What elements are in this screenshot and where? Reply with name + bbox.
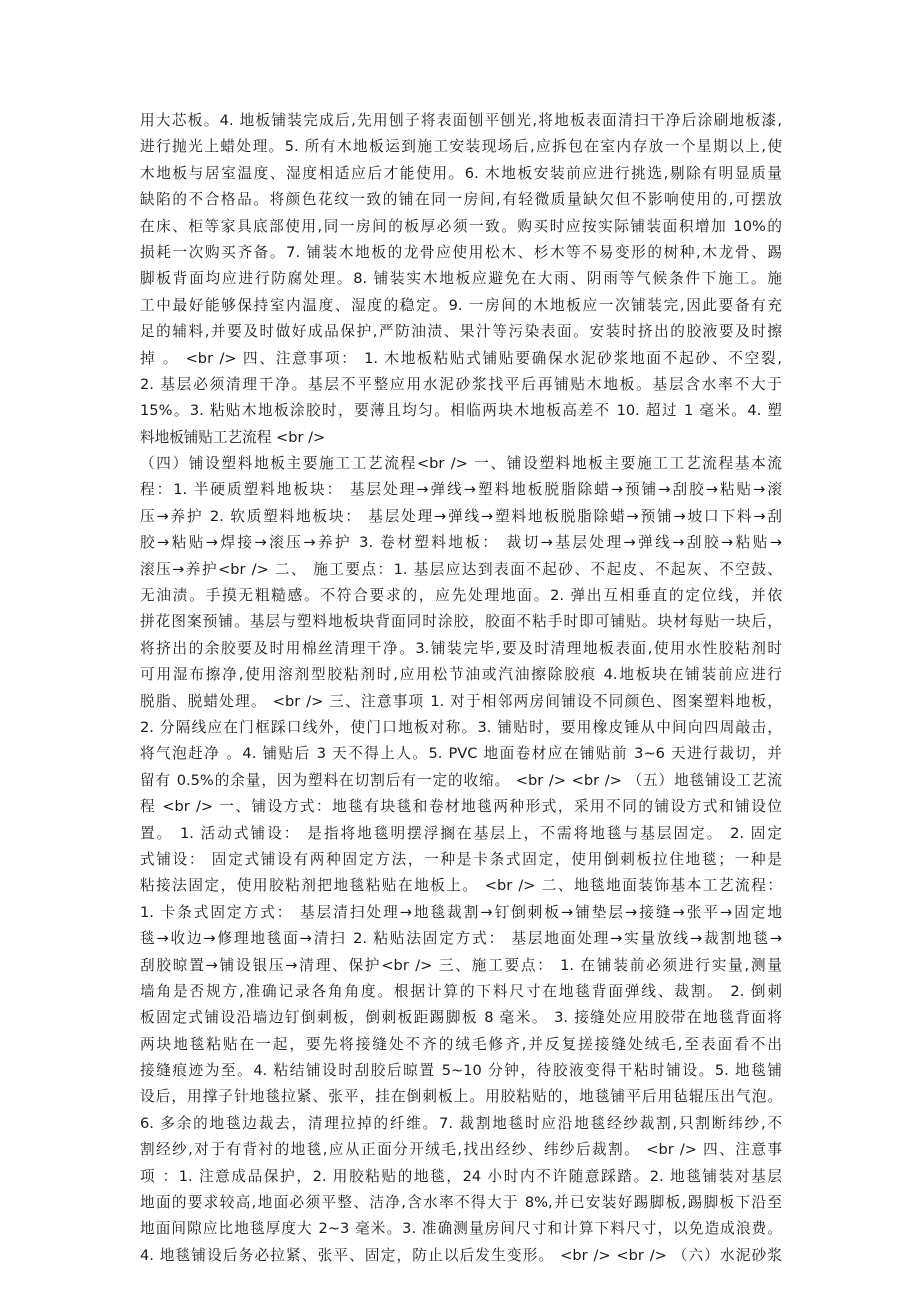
text-line: 置。 1. 活动式铺设： 是指将地毯明摆浮搁在基层上，不需将地毯与基层固定。 2. 固定 (140, 824, 782, 842)
text-line: 两块地毯粘贴在一起，要先将接缝处不齐的绒毛修齐,并反复搓接缝处绒毛,至表面看不出 (140, 1035, 782, 1053)
text-line: 进行抛光上蜡处理。5. 所有木地板运到施工安装现场后,应拆包在室内存放一个星期以上,使 (140, 138, 782, 156)
text-line: 4. 地毯铺设后务必拉紧、张平、固定，防止以后发生变形。 <br /> <br /> （六）水泥砂浆 (140, 1246, 782, 1264)
text-line: 木地板与居室温度、湿度相适应后才能使用。6. 木地板安装前应进行挑选,剔除有明显质量 (140, 164, 782, 182)
text-line: 缺陷的不合格品。将颜色花纹一致的铺在同一房间,有轻微质量缺欠但不影响使用的,可摆放 (140, 191, 782, 209)
text-line: 地面的要求较高,地面必须平整、洁净,含水率不得大于 8%,并已安装好踢脚板,踢脚板下沿至 (140, 1194, 782, 1212)
text-line: 压→养护 2. 软质塑料地板块： 基层处理→弹线→塑料地板脱脂除蜡→预铺→坡口下料→刮 (140, 507, 782, 525)
text-line: 料地板铺贴工艺流程 <br /> (140, 428, 326, 446)
text-line: 地面间隙应比地毯厚度大 2~3 毫米。3. 准确测量房间尺寸和计算下料尺寸，以免造成浪费。 (140, 1220, 782, 1238)
text-line: 6. 多余的地毯边裁去，清理拉掉的纤维。7. 裁割地毯时应沿地毯经纱裁割,只割断纬纱,不 (140, 1114, 782, 1132)
text-line: 设后，用撑子针地毯拉紧、张平，挂在倒刺板上。用胶粘贴的，地毯铺平后用毡辊压出气泡。 (140, 1088, 782, 1106)
text-line: 胶→粘贴→焊接→滚压→养护 3. 卷材塑料地板： 裁切→基层处理→弹线→刮胶→粘贴→ (140, 534, 782, 552)
text-line: 2. 基层必须清理干净。基层不平整应用水泥砂浆找平后再铺贴木地板。基层含水率不大于 (140, 375, 782, 393)
text-line: 接缝痕迹为至。4. 粘结铺设时刮胶后晾置 5~10 分钟，待胶液变得干粘时铺设。5. 地毯铺 (140, 1062, 782, 1080)
text-line: 足的辅料,并要及时做好成品保护,严防油渍、果汁等污染表面。安装时挤出的胶液要及时擦 (140, 323, 782, 341)
text-line: 将挤出的余胶要及时用棉丝清理干净。3.铺装完毕,要及时清理地板表面,使用水性胶粘剂时 (140, 639, 782, 657)
text-line: 1. 卡条式固定方式： 基层清扫处理→地毯裁割→钉倒刺板→铺垫层→接缝→张平→固定地 (140, 903, 782, 921)
document-body (140, 108, 782, 1269)
text-line: 用大芯板。4. 地板铺装完成后,先用刨子将表面刨平刨光,将地板表面清扫干净后涂刷地板漆, (140, 112, 782, 129)
text-line: 留有 0.5%的余量，因为塑料在切割后有一定的收缩。 <br /> <br /> （五）地毯铺设工艺流 (140, 771, 782, 789)
text-line: 滚压→养护<br /> 二、 施工要点：1. 基层应达到表面不起砂、不起皮、不起灰、不空鼓、 (140, 560, 782, 578)
text-line: 墙角是否规方,准确记录各角角度。根据计算的下料尺寸在地毯背面弹线、裁割。 2. 倒刺 (140, 982, 782, 1000)
text-line: 在床、柜等家具底部使用,同一房间的板厚必须一致。购买时应按实际铺装面积增加 10%的 (140, 217, 782, 235)
text-line: 粘接法固定，使用胶粘剂把地毯粘贴在地板上。 <br /> 二、地毯地面装饰基本工艺流程： (140, 877, 782, 895)
text-line: 板固定式铺设沿墙边钉倒刺板，倒刺板距踢脚板 8 毫米。 3. 接缝处应用胶带在地毯背面将 (140, 1009, 782, 1027)
text-line: 割经纱,对于有背衬的地毯,应从正面分开绒毛,找出经纱、纬纱后裁割。 <br /> 四、注意事 (140, 1141, 782, 1159)
text-line: 拼花图案预铺。基层与塑料地板块背面同时涂胶，胶面不粘手时即可铺贴。块材每贴一块后， (140, 613, 782, 631)
text-line: 程：1. 半硬质塑料地板块： 基层处理→弹线→塑料地板脱脂除蜡→预铺→刮胶→粘贴→滚 (140, 481, 782, 499)
text-line: 掉 。 <br /> 四、注意事项： 1. 木地板粘贴式铺贴要确保水泥砂浆地面不起砂、不空裂, (140, 349, 782, 367)
text-line: 可用湿布擦净,使用溶剂型胶粘剂时,应用松节油或汽油擦除胶痕 4.地板块在铺装前应进行 (140, 666, 782, 684)
text-line: 脱脂、脱蜡处理。 <br /> 三、注意事项 1. 对于相邻两房间铺设不同颜色、图案塑料地板， (140, 692, 782, 710)
text-line: 程 <br /> 一、铺设方式：地毯有块毯和卷材地毯两种形式，采用不同的铺设方式和铺设位 (140, 798, 782, 816)
text-line: 2. 分隔线应在门框踩口线外，使门口地板对称。3. 铺贴时，要用橡皮锤从中间向四周敲击， (140, 718, 782, 736)
text-line: 工中最好能够保持室内温度、湿度的稳定。9. 一房间的木地板应一次铺装完,因此要备有充 (140, 296, 782, 314)
text-line: 无油渍。手摸无粗糙感。不符合要求的，应先处理地面。2. 弹出互相垂直的定位线，并依 (140, 587, 782, 605)
text-line: 将气泡赶净 。4. 铺贴后 3 天不得上人。5. PVC 地面卷材应在铺贴前 3~6 天进行裁切，并 (140, 745, 782, 763)
text-line: 损耗一次购买齐备。7. 铺装木地板的龙骨应使用松木、杉木等不易变形的树种,木龙骨、踢 (140, 243, 782, 261)
text-line: （四）铺设塑料地板主要施工工艺流程<br /> 一、铺设塑料地板主要施工工艺流程基本流 (140, 455, 782, 473)
text-line: 毯→收边→修理地毯面→清扫 2. 粘贴法固定方式： 基层地面处理→实量放线→裁割地毯→ (140, 930, 782, 948)
text-line: 项 ：1. 注意成品保护，2. 用胶粘贴的地毯，24 小时内不许随意踩踏。2. 地毯铺装对基层 (140, 1167, 782, 1185)
text-line: 15%。3. 粘贴木地板涂胶时，要薄且均匀。相临两块木地板高差不 10. 超过 1 毫米。4. 塑 (140, 402, 782, 420)
text-line: 刮胶晾置→铺设银压→清理、保护<br /> 三、施工要点： 1. 在铺装前必须进行实量,测量 (140, 956, 782, 974)
text-line: 式铺设： 固定式铺设有两种固定方法，一种是卡条式固定，使用倒刺板拉住地毯；一种是 (140, 850, 782, 868)
text-line: 脚板背面均应进行防腐处理。8. 铺装实木地板应避免在大雨、阴雨等气候条件下施工。施 (140, 270, 782, 288)
